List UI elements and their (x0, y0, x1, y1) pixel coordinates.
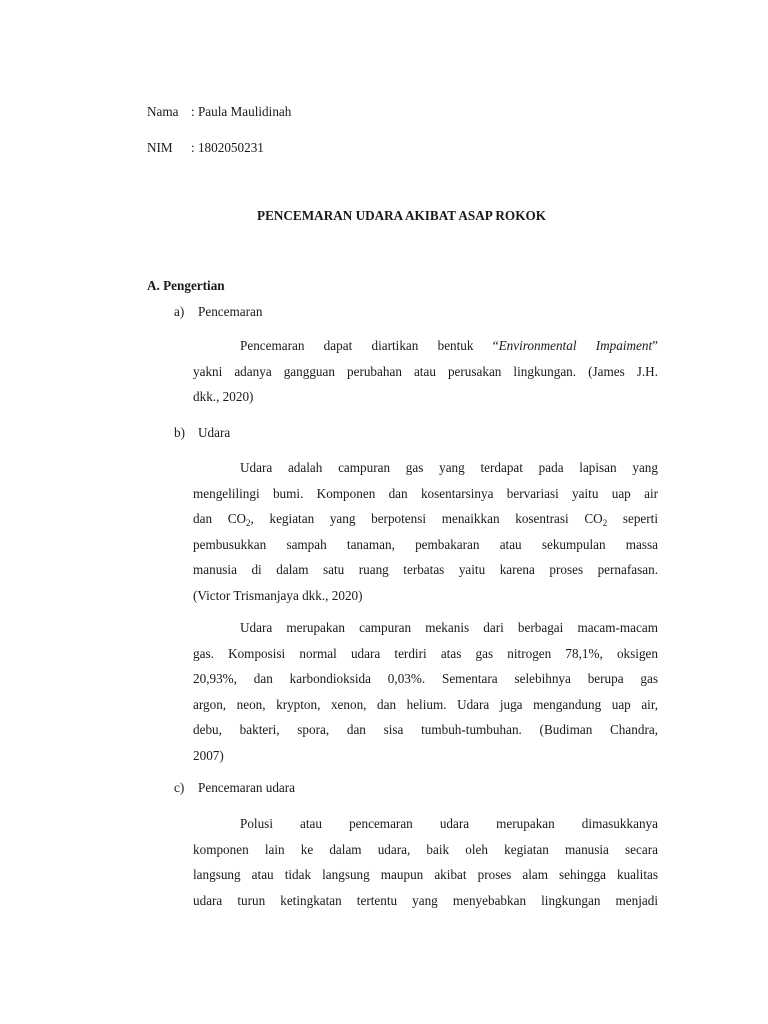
paragraph-line: Polusi atau pencemaran udara merupakan dimasukkanya (240, 816, 658, 831)
paragraph-line: debu, bakteri, spora, dan sisa tumbuh-tumbuhan. (Budiman Chandra, (193, 722, 658, 738)
paragraph-line: udara turun ketingkatan tertentu yang menyebabkan lingkungan menjadi (193, 892, 658, 908)
paragraph-line: komponen lain ke dalam udara, baik oleh kegiatan manusia secara (193, 841, 658, 857)
section-a-heading: A. Pengertian (147, 278, 225, 293)
paragraph-line: Udara adalah campuran gas yang terdapat pada lapisan yang (240, 460, 658, 475)
paragraph-line: mengelilingi bumi. Komponen dan kosentarsinya bervariasi yaitu uap air (193, 485, 658, 501)
name-label: Nama (147, 104, 179, 119)
subsection-a-letter: a) (174, 304, 185, 319)
subsection-b-letter: b) (174, 425, 185, 440)
subsection-b (174, 425, 230, 441)
subsection-c-letter: c) (174, 780, 185, 795)
paragraph-line: Udara merupakan campuran mekanis dari berbagai macam-macam (240, 620, 658, 635)
subsection-a-label: Pencemaran (198, 304, 263, 319)
paragraph-line: langsung atau tidak langsung maupun akibat proses alam sehingga kualitas (193, 867, 658, 883)
paragraph-line: yakni adanya gangguan perubahan atau perusakan lingkungan. (James J.H. (193, 363, 658, 379)
paragraph-line: 20,93%, dan karbondioksida 0,03%. Sementara selebihnya berupa gas (193, 671, 658, 687)
subsection-c (174, 780, 295, 796)
subsection-c-label: Pencemaran udara (198, 780, 296, 795)
paragraph-line: pembusukkan sampah tanaman, pembakaran atau sekumpulan massa (193, 536, 658, 552)
subsection-b-label: Udara (198, 425, 231, 440)
paragraph-line: Pencemaran dapat diartikan bentuk “Environmental Impaiment” (240, 338, 658, 353)
name-row (147, 104, 291, 120)
paragraph-line: argon, neon, krypton, xenon, dan helium. Udara juga mengandung uap air, (193, 696, 658, 712)
paragraph-line: gas. Komposisi normal udara terdiri atas gas nitrogen 78,1%, oksigen (193, 645, 658, 661)
name-value: : Paula Maulidinah (191, 104, 292, 119)
paragraph-udara-1 (193, 455, 658, 609)
nim-value: : 1802050231 (191, 140, 264, 155)
paragraph-line: dan $CO_2$, kegiatan yang berpotensi menaikkan kosentrasi $CO_2$ seperti (193, 511, 658, 529)
nim-label: NIM (147, 140, 173, 155)
paragraph-line: manusia di dalam satu ruang terbatas yaitu karena proses pernafasan. (193, 562, 658, 578)
paragraph-line: 2007) (193, 747, 224, 763)
paragraph-line: dkk., 2020) (193, 389, 254, 405)
paragraph-line: (Victor Trismanjaya dkk., 2020) (193, 587, 363, 603)
paragraph-pencemaran-udara (193, 811, 658, 913)
nim-row (147, 140, 264, 156)
document-title: PENCEMARAN UDARA AKIBAT ASAP ROKOK (257, 208, 546, 223)
paragraph-udara-2 (193, 615, 658, 769)
paragraph-pencemaran (193, 333, 658, 410)
subsection-a (174, 304, 262, 320)
